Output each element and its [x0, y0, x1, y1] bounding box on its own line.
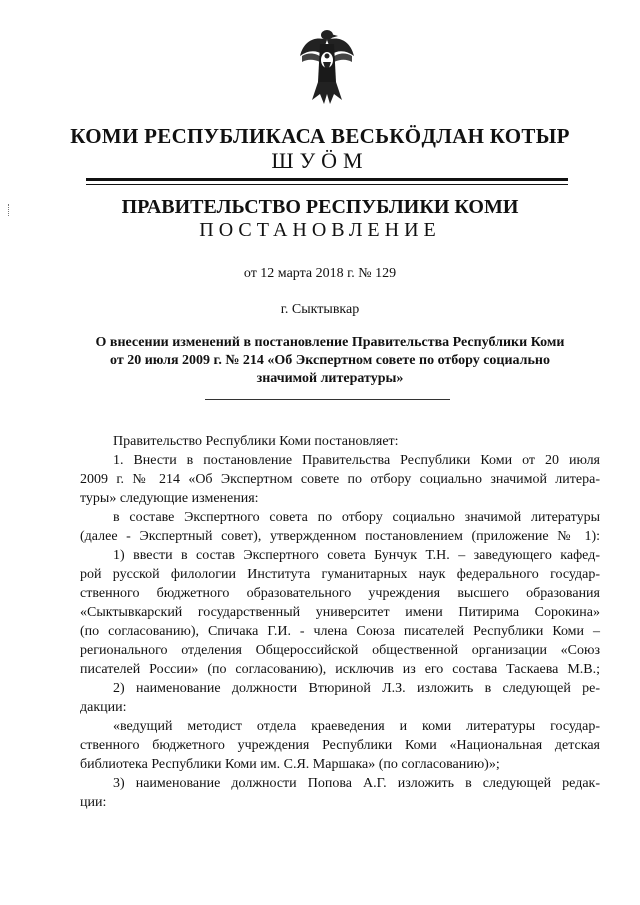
- body-text-line: в составе Экспертного совета по отбору социально значимой литературы: [113, 510, 600, 525]
- body-text-line: 1. Внести в постановление Правительства Республики Коми от 20 июля: [113, 453, 600, 468]
- body-text-line: туры» следующие изменения:: [80, 491, 259, 506]
- decree-title-line: от 20 июля 2009 г. № 214 «Об Экспертном совете по отбору социально: [110, 353, 550, 368]
- decree-date-number: от 12 марта 2018 г. № 129: [243, 266, 397, 281]
- decree-title-line: О внесении изменений в постановление Правительства Республики Коми: [95, 335, 565, 350]
- body-text-line: рой русской филологии Института гуманитарных наук федерального государ-: [80, 567, 600, 582]
- body-text-line: «Сыктывкарский государственный университет имени Питирима Сорокина»: [80, 605, 600, 620]
- body-text-line: регионального отделения Общероссийской общественной организации «Союз: [80, 643, 600, 658]
- decree-place: г. Сыктывкар: [280, 302, 360, 317]
- body-text-line: 3) наименование должности Попова А.Г. изложить в следующей редак-: [113, 776, 600, 791]
- decree-body: [80, 432, 600, 812]
- body-text-line: ственного бюджетного учреждения Республики Коми «Национальная детская: [80, 738, 600, 753]
- body-text-line: 2) наименование должности Втюриной Л.З. изложить в следующей ре-: [113, 681, 600, 696]
- body-text-line: «ведущий методист отдела краеведения и коми литературы государ-: [113, 719, 600, 734]
- body-text-line: (по согласованию), Спичака Г.И. - члена Союза писателей Республики Коми –: [80, 624, 600, 639]
- body-text-line: ственного бюджетного образовательного учреждения высшего образования: [80, 586, 600, 601]
- body-text-line: библиотека Республики Коми им. С.Я. Маршака» (по согласованию)»;: [80, 757, 500, 772]
- body-text-line: дакции:: [80, 700, 127, 715]
- header-divider-thick: [86, 178, 568, 181]
- body-text-line: писателей России» (по согласованию), исключив из его состава Таскаева М.В.;: [80, 662, 600, 677]
- body-text-line: ции:: [80, 795, 107, 810]
- header-russian-line1: ПРАВИТЕЛЬСТВО РЕСПУБЛИКИ КОМИ: [121, 196, 519, 218]
- decree-title: [80, 334, 580, 388]
- body-text-line: Правительство Республики Коми постановляет:: [113, 434, 399, 449]
- header-divider-thin: [86, 184, 568, 185]
- body-text-line: 2009 г. № 214 «Об Экспертном совете по отбору социально значимой литера-: [80, 472, 600, 487]
- title-underline: [205, 399, 450, 400]
- body-text-line: (далее - Экспертный совет), утвержденном постановлением (приложение № 1):: [80, 529, 600, 544]
- body-text-line: 1) ввести в состав Экспертного совета Бунчук Т.Н. – заведующего кафед-: [113, 548, 600, 563]
- decree-title-line: значимой литературы»: [256, 371, 404, 386]
- coat-of-arms-emblem: [298, 26, 356, 108]
- header-komi-line1: КОМИ РЕСПУБЛИКАСА ВЕСЬКÖДЛАН КОТЫР: [70, 124, 570, 148]
- header-komi-line2: ШУÖМ: [271, 148, 369, 173]
- header-russian-line2: ПОСТАНОВЛЕНИЕ: [199, 219, 441, 241]
